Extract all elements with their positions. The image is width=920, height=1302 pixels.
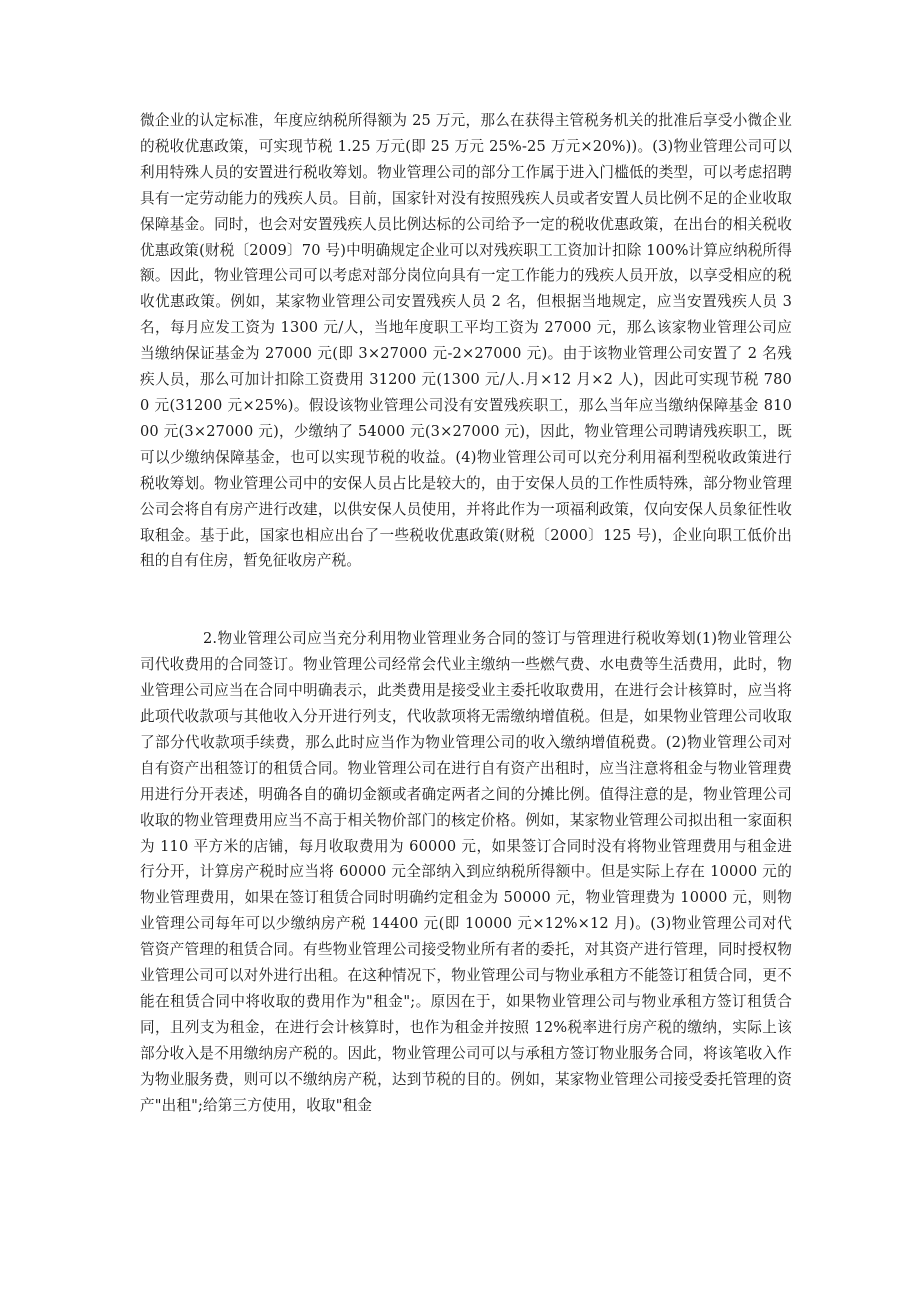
document-page bbox=[140, 108, 792, 1119]
paragraph-special-personnel-welfare: 微企业的认定标准，年度应纳税所得额为 25 万元，那么在获得主管税务机关的批准后享受小微企业的税收优惠政策，可实现节税 1.25 万元(即 25 万元 25%-25 万元×20%))。(3)物业管理公司可以利用特殊人员的安置进行税收筹划。物业管理公司的部分工作属于进入门槛低的类型，可以考虑招聘具有一定劳动能力的残疾人员。目前，国家针对没有按照残疾人员或者安置人员比例不足的企业收取保障基金。同时，也会对安置残疾人员比例达标的公司给予一定的税收优惠政策，在出台的相关税收优惠政策(财税〔2009〕70 号)中明确规定企业可以对残疾职工工资加计扣除 100%计算应纳税所得额。因此，物业管理公司可以考虑对部分岗位向具有一定工作能力的残疾人员开放，以享受相应的税收优惠政策。例如，某家物业管理公司安置残疾人员 2 名，但根据当地规定，应当安置残疾人员 3 名，每月应发工资为 1300 元/人，当地年度职工平均工资为 27000 元，那么该家物业管理公司应当缴纳保证基金为 27000 元(即 3×27000 元-2×27000 元)。由于该物业管理公司安置了 2 名残疾人员，那么可加计扣除工资费用 31200 元(1300 元/人.月×12 月×2 人)，因此可实现节税 7800 元(31200 元×25%)。假设该物业管理公司没有安置残疾职工，那么当年应当缴纳保障基金 81000 元(3×27000 元)，少缴纳了 54000 元(3×27000 元)，因此，物业管理公司聘请残疾职工，既可以少缴纳保障基金，也可以实现节税的收益。(4)物业管理公司可以充分利用福利型税收政策进行税收筹划。物业管理公司中的安保人员占比是较大的，由于安保人员的工作性质特殊，部分物业管理公司会将自有房产进行改建，以供安保人员使用，并将此作为一项福利政策，仅向安保人员象征性收取租金。基于此，国家也相应出台了一些税收优惠政策(财税〔2000〕125 号)，企业向职工低价出租的自有住房，暂免征收房产税。 bbox=[140, 112, 792, 570]
paragraph-contract-tax-planning: 2.物业管理公司应当充分利用物业管理业务合同的签订与管理进行税收筹划(1)物业管理公司代收费用的合同签订。物业管理公司经常会代业主缴纳一些燃气费、水电费等生活费用，此时，物业管理公司应当在合同中明确表示，此类费用是接受业主委托收取费用，在进行会计核算时，应当将此项代收款项与其他收入分开进行列支，代收款项将无需缴纳增值税。但是，如果物业管理公司收取了部分代收款项手续费，那么此时应当作为物业管理公司的收入缴纳增值税费。(2)物业管理公司对自有资产出租签订的租赁合同。物业管理公司在进行自有资产出租时，应当注意将租金与物业管理费用进行分开表述，明确各自的确切金额或者确定两者之间的分摊比例。值得注意的是，物业管理公司收取的物业管理费用应当不高于相关物价部门的核定价格。例如，某家物业管理公司拟出租一家面积为 110 平方米的店铺，每月收取费用为 60000 元，如果签订合同时没有将物业管理费用与租金进行分开，计算房产税时应当将 60000 元全部纳入到应纳税所得额中。但是实际上存在 10000 元的物业管理费用，如果在签订租赁合同时明确约定租金为 50000 元，物业管理费为 10000 元，则物业管理公司每年可以少缴纳房产税 14400 元(即 10000 元×12%×12 月)。(3)物业管理公司对代管资产管理的租赁合同。有些物业管理公司接受物业所有者的委托，对其资产进行管理，同时授权物业管理公司可以对外进行出租。在这种情况下，物业管理公司与物业承租方不能签订租赁合同，更不能在租赁合同中将收取的费用作为"租金";。原因在于，如果物业管理公司与物业承租方签订租赁合同，且列支为租金，在进行会计核算时，也作为租金并按照 12%税率进行房产税的缴纳，实际上该部分收入是不用缴纳房产税的。因此，物业管理公司可以与承租方签订物业服务合同，将该笔收入作为物业服务费，则可以不缴纳房产税，达到节税的目的。例如，某家物业管理公司接受委托管理的资产"出租";给第三方使用，收取"租金 bbox=[140, 630, 792, 1114]
